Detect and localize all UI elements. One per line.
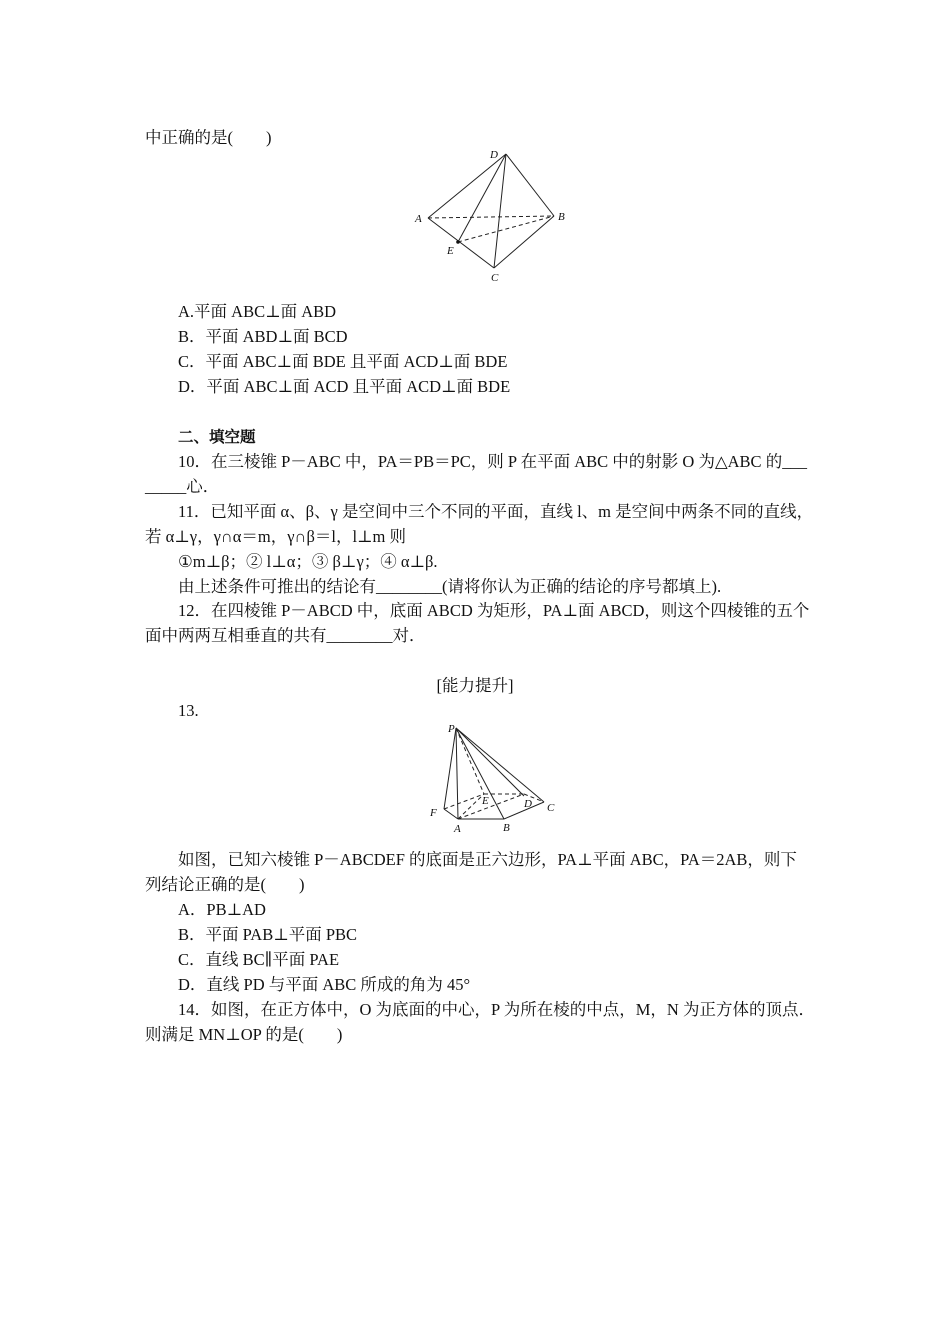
q11-line2: 若 α⊥γ，γ∩α＝m，γ∩β＝l，l⊥m 则 <box>145 527 407 546</box>
q13-line2: 列结论正确的是( ) <box>145 875 305 894</box>
q11-line3: ①m⊥β；② l⊥α；③ β⊥γ；④ α⊥β. <box>178 552 438 571</box>
q13-number: 13. <box>178 701 199 720</box>
q13-option-a: A．PB⊥AD <box>178 900 266 919</box>
fig2-label-a: A <box>454 823 461 835</box>
fig2-label-d: D <box>524 798 532 810</box>
hexagonal-pyramid-figure <box>426 720 562 838</box>
q11-line4: 由上述条件可推出的结论有________(请将你认为正确的结论的序号都填上). <box>178 577 722 596</box>
fig2-label-f: F <box>430 807 437 819</box>
q13-option-d: D．直线 PD 与平面 ABC 所成的角为 45° <box>178 975 471 994</box>
q12-line1: 12．在四棱锥 P－ABCD 中，底面 ABCD 为矩形，PA⊥面 ABCD，则这个四棱锥的五个 <box>178 601 810 620</box>
fig1-label-c: C <box>491 272 499 284</box>
tetrahedron-figure <box>412 148 572 288</box>
fig1-label-d: D <box>490 149 498 161</box>
q9-tail: 中正确的是( ) <box>145 128 272 147</box>
q11-line1: 11．已知平面 α、β、γ 是空间中三个不同的平面，直线 l、m 是空间中两条不同的直线， <box>178 502 814 521</box>
fig1-label-e: E <box>447 245 454 257</box>
q14-line1: 14．如图，在正方体中，O 为底面的中心，P 为所在棱的中点，M，N 为正方体的顶点． <box>178 1000 815 1019</box>
section-fill-blank-title: 二、填空题 <box>178 428 256 446</box>
q9-option-b: B．平面 ABD⊥面 BCD <box>178 327 348 346</box>
section-ability-title: [能力提升] <box>436 676 514 695</box>
q9-option-c: C．平面 ABC⊥面 BDE 且平面 ACD⊥面 BDE <box>178 352 508 371</box>
fig1-label-b: B <box>558 211 565 223</box>
fig2-label-b: B <box>503 822 510 834</box>
q13-option-b: B．平面 PAB⊥平面 PBC <box>178 925 358 944</box>
fig2-label-e: E <box>482 795 489 807</box>
q9-option-a: A.平面 ABC⊥面 ABD <box>178 302 337 321</box>
q10-line2: _____心． <box>145 477 220 496</box>
fig2-label-c: C <box>547 802 555 814</box>
q14-line2: 则满足 MN⊥OP 的是( ) <box>145 1025 343 1044</box>
fig2-label-p: P <box>448 723 455 735</box>
fig1-label-a: A <box>415 213 422 225</box>
q13-line1: 如图，已知六棱锥 P－ABCDEF 的底面是正六边形，PA⊥平面 ABC，PA＝2AB，则下 <box>178 850 797 869</box>
q13-option-c: C．直线 BC∥平面 PAE <box>178 950 340 969</box>
q10-line1: 10．在三棱锥 P－ABC 中，PA＝PB＝PC，则 P 在平面 ABC 中的射影 O 为△ABC 的___ <box>178 452 807 471</box>
q12-line2: 面中两两互相垂直的共有________对． <box>145 626 426 645</box>
q9-option-d: D．平面 ABC⊥面 ACD 且平面 ACD⊥面 BDE <box>178 377 511 396</box>
